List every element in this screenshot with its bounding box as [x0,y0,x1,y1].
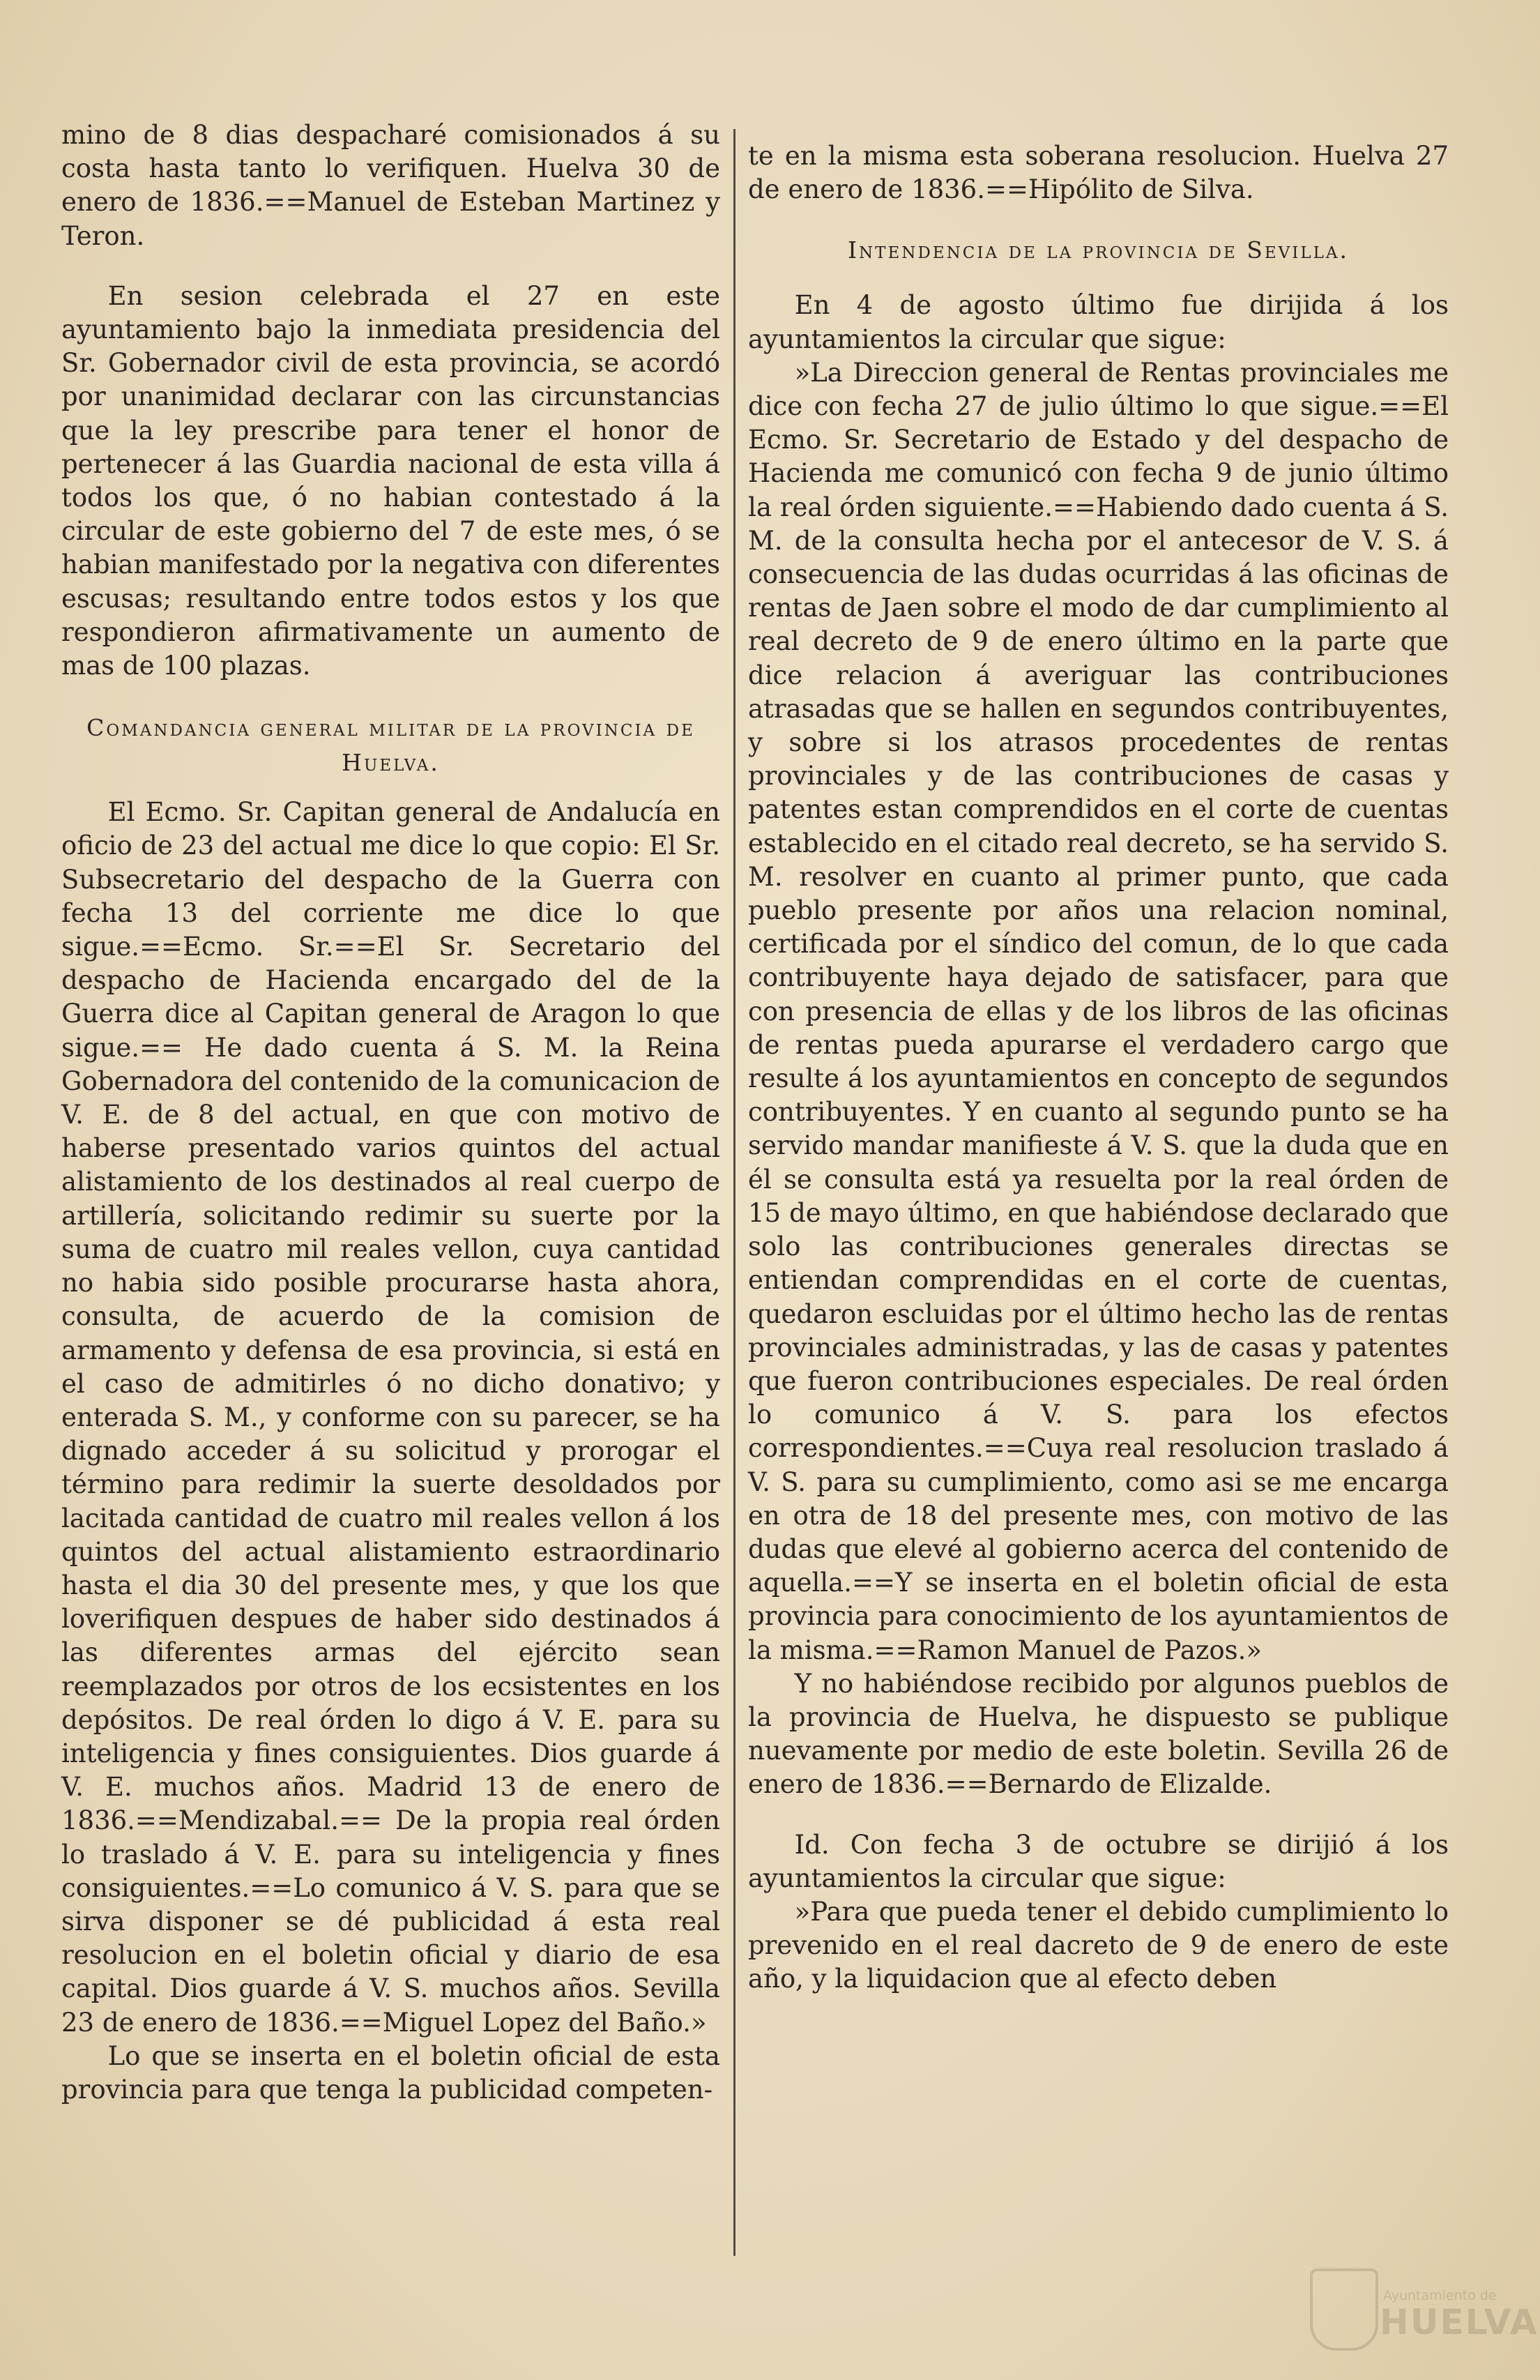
paragraph-liquidacion: »Para que pueda tener el debido cumplimiento lo prevenido en el real dacreto de 9 de enero de este año, y la liquidacion que al efecto deben [748,1896,1449,1994]
right-column [748,139,1449,1996]
paragraph-capitan-general: El Ecmo. Sr. Capitan general de Andalucía en oficio de 23 del actual me dice lo que copio: El Sr. Subsecretario del despacho de la Guerra con fecha 13 del corriente me dice lo que sigue.==Ecmo. Sr.==El Sr. Secretario del despacho de Hacienda encargado del de la Guerra dice al Capitan general de Aragon lo que sigue.== He dado cuenta á S. M. la Reina Gobernadora del contenido de la comunicacion de V. E. de 8 del actual, en que con motivo de haberse presentado varios quintos del actual alistamiento de los destinados al real cuerpo de artillería, solicitando redimir su suerte por la suma de cuatro mil reales vellon, cuya cantidad no habia sido posible procurarse hasta ahora, consulta, de acuerdo de la comision de armamento y defensa de esa provincia, si está en el caso de admitirles ó no dicho donativo; y enterada S. M., y conforme con su parecer, se ha dignado acceder á su solicitud y prorogar el término para redimir la suerte desoldados por lacitada cantidad de cuatro mil reales vellon á los quintos del actual alistamiento estraordinario hasta el dia 30 del presente mes, y que los que loverifiquen despues de haber sido destinados á las diferentes armas del ejército sean reemplazados por otros de los ecsistentes en los depósitos. De real órden lo digo á V. E. para su inteligencia y fines consiguientes. Dios guarde á V. E. muchos años. Madrid 13 de enero de 1836.==Mendizabal.== De la propia real órden lo traslado á V. E. para su inteligencia y fines consiguientes.==Lo comunico á V. S. para que se sirva disponer se dé publicidad á esta real resolucion en el boletin oficial y diario de esa capital. Dios guarde á V. S. muchos años. Sevilla 23 de enero de 1836.==Miguel Lopez del Baño.» [61,797,720,2038]
paragraph-publication-note: Y no habiéndose recibido por algunos pueblos de la provincia de Huelva, he dispuesto se publique nuevamente por medio de este boletin. Sevilla 26 de enero de 1836.==Bernardo de Elizalde. [748,1668,1449,1800]
paragraph-continuation-right: te en la misma esta soberana resolucion. Huelva 27 de enero de 1836.==Hipólito de Silva. [748,141,1449,205]
left-column [61,119,720,2107]
section-heading-comandancia: Comandancia general militar de la provincia de Huelva. [86,714,695,777]
watermark-big-text: HUELVA [1380,2302,1539,2342]
column-divider [733,129,735,2256]
section-heading-intendencia: Intendencia de la provincia de Sevilla. [848,236,1349,264]
crest-icon [1310,2268,1378,2351]
paragraph-direccion-rentas: »La Direccion general de Rentas provinciales me dice con fecha 27 de julio último lo que sigue.==El Ecmo. Sr. Secretario de Estado y del despacho de Hacienda me comunicó con fecha 9 de junio último la real órden siguiente.==Habiendo dado cuenta á S. M. de la consulta hecha por el antecesor de V. S. á consecuencia de las dudas ocurridas á las oficinas de rentas de Jaen sobre el modo de dar cumplimiento al real decreto de 9 de enero último en la parte que dice relacion á averiguar las contribuciones atrasadas que se hallen en segundos contribuyentes, y sobre si los atrasos procedentes de rentas provinciales y de las contribuciones de casas y patentes estan comprendidos en el corte de cuentas establecido en el citado real decreto, se ha servido S. M. resolver en cuanto al primer punto, que cada pueblo presente por años una relacion nominal, certificada por el síndico del comun, de lo que cada contribuyente haya dejado de satisfacer, para que con presencia de ellas y de los libros de las oficinas de rentas pueda apurarse el verdadero cargo que resulte á los ayuntamientos en concepto de segundos contribuyentes. Y en cuanto al segundo punto se ha servido mandar manifieste á V. S. que la duda que en él se consulta está ya resuelta por la real órden de 15 de mayo último, en que habiéndose declarado que solo las contribuciones generales directas se entiendan comprendidas en el corte de cuentas, quedaron escluidas por el último hecho las de rentas provinciales administradas, y las de casas y patentes que fueron contribuciones especiales. De real órden lo comunico á V. S. para los efectos correspondientes.==Cuya real resolucion traslado á V. S. para su cumplimiento, como asi se me encarga en otra de 18 del presente mes, con motivo de las dudas que elevé al gobierno acerca del contenido de aquella.==Y se inserta en el boletin oficial de esta provincia para conocimiento de los ayuntamientos de la misma.==Ramon Manuel de Pazos.» [748,357,1449,1665]
paragraph-circular-intro: En 4 de agosto último fue dirijida á los ayuntamientos la circular que sigue: [748,290,1449,354]
huelva-watermark-logo [1310,2261,1539,2352]
paragraph-id-circular: Id. Con fecha 3 de octubre se dirijió á los ayuntamientos la circular que sigue: [748,1829,1449,1893]
paragraph-continuation: mino de 8 dias despacharé comisionados á su costa hasta tanto lo verifiquen. Huelva 30 de enero de 1836.==Manuel de Esteban Martinez y Teron. [61,120,720,251]
paragraph-closing-left: Lo que se inserta en el boletin oficial de esta provincia para que tenga la publicidad competen- [61,2040,720,2105]
watermark-small-text: Ayuntamiento de [1383,2288,1497,2303]
paragraph-session: En sesion celebrada el 27 en este ayuntamiento bajo la inmediata presidencia del Sr. Gobernador civil de esta provincia, se acordó por unanimidad declarar con las circunstancias que la ley prescribe para tener el honor de pertenecer á las Guardia nacional de esta villa á todos los que, ó no habian contestado á la circular de este gobierno del 7 de este mes, ó se habian manifestado por la negativa con diferentes escusas; resultando entre todos estos y los que respondieron afirmativamente un aumento de mas de 100 plazas. [61,280,720,681]
